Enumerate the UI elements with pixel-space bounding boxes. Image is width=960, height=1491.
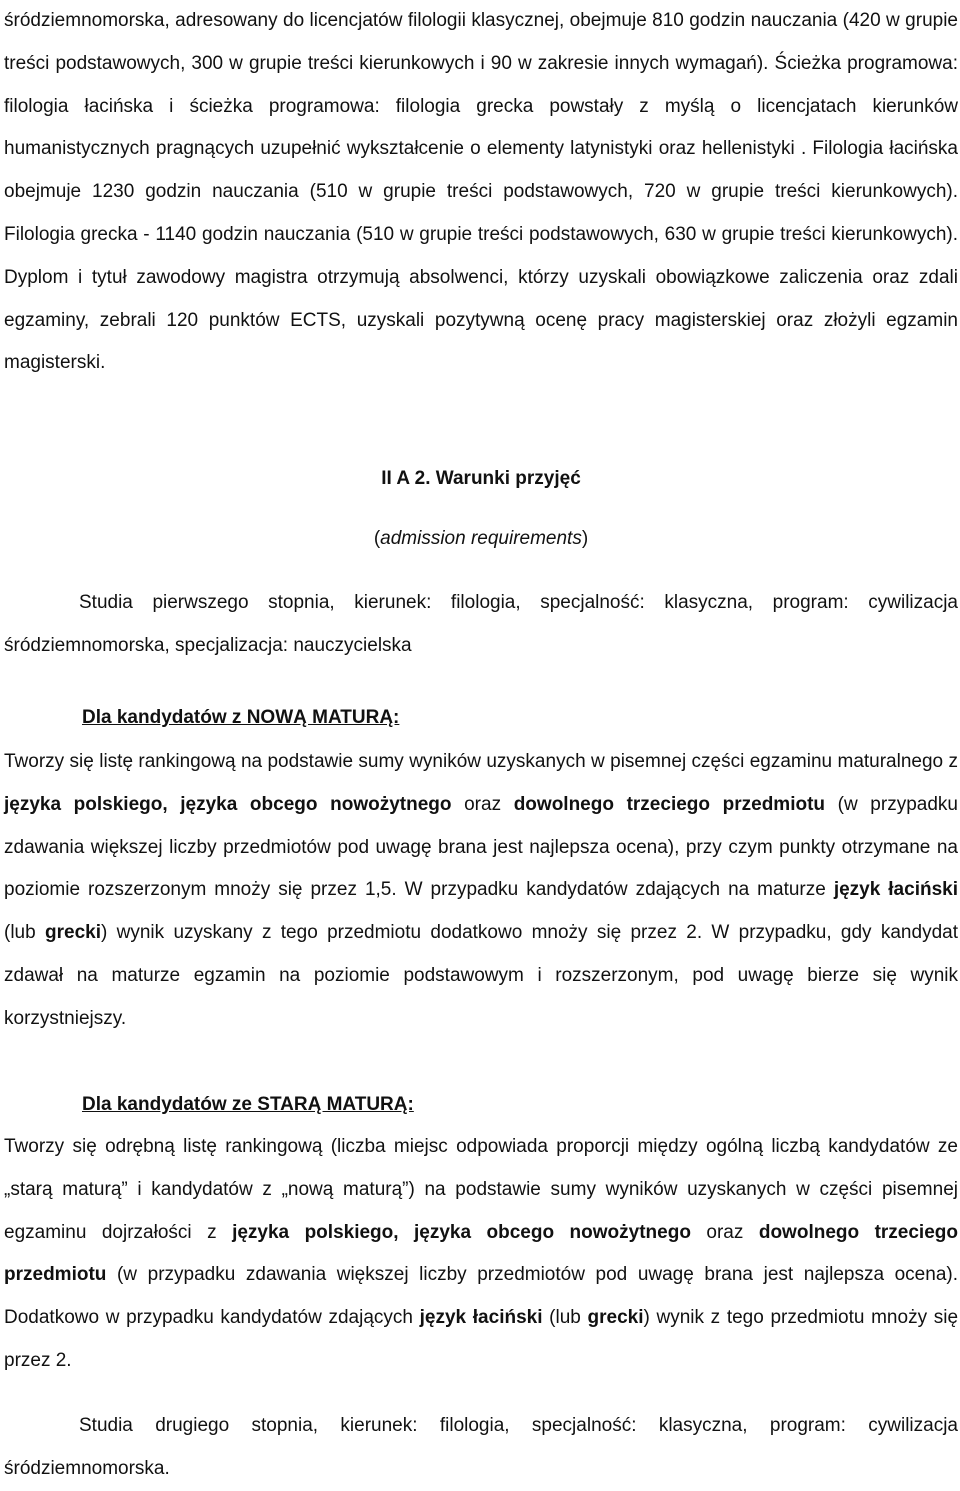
section-number: II A 2. xyxy=(381,468,431,489)
paragraph-first-degree-studies: Studia pierwszego stopnia, kierunek: filologia, specjalność: klasyczna, program: cywilizacja śródziemnomorska, specjalizacja: nauczycielska xyxy=(4,592,958,656)
paragraph-old-matura: Tworzy się odrębną listę rankingową (liczba miejsc odpowiada proporcji między ogólną liczbą kandydatów ze „starą maturą” i kandydatów z „nową maturą”) na podstawie sumy wyników uzyskanych w części pisemnej egzaminu dojrzałości z języka polskiego, języka obcego nowożytnego oraz dowolnego trzeciego przedmiotu (w przypadku zdawania większej liczby przedmiotów pod uwagę brana jest najlepsza ocena). Dodatkowo w przypadku kandydatów zdających język łaciński (lub grecki) wynik z tego przedmiotu mnoży się przez 2. xyxy=(4,1136,959,1371)
section-subtitle: (admission requirements) xyxy=(373,528,589,549)
new-matura-heading: Dla kandydatów z NOWĄ MATURĄ: xyxy=(82,707,400,728)
paragraph-second-degree-studies: Studia drugiego stopnia, kierunek: filologia, specjalność: klasyczna, program: cywilizacja śródziemnomorska. xyxy=(4,1415,958,1479)
paragraph-new-matura: Tworzy się listę rankingową na podstawie sumy wyników uzyskanych w pisemnej części egzaminu maturalnego z języka polskiego, języka obcego nowożytnego oraz dowolnego trzeciego przedmiotu (w przypadku zdawania większej liczby przedmiotów pod uwagę brana jest najlepsza ocena), przy czym punkty otrzymane na poziomie rozszerzonym mnoży się przez 1,5. W przypadku kandydatów zdających na maturze język łaciński (lub grecki) wynik uzyskany z tego przedmiotu dodatkowo mnoży się przez 2. W przypadku, gdy kandydat zdawał na maturze egzamin na poziomie podstawowym i rozszerzonym, pod uwagę bierze się wynik korzystniejszy. xyxy=(4,751,958,1029)
paragraph-program-description: śródziemnomorska, adresowany do licencjatów filologii klasycznej, obejmuje 810 godzin nauczania (420 w grupie treści podstawowych, 300 w grupie treści kierunkowych i 90 w zakresie innych wymagań). Ścieżka programowa: filologia łacińska i ścieżka programowa: filologia grecka powstały z myślą o licencjatach kierunków humanistycznych pragnących uzupełnić wykształcenie o elementy latynistyki oraz hellenistyki . Filologia łacińska obejmuje 1230 godzin nauczania (510 w grupie treści podstawowych, 720 w grupie treści kierunkowych). Filologia grecka - 1140 godzin nauczania (510 w grupie treści podstawowych, 630 w grupie treści kierunkowych). Dyplom i tytuł zawodowy magistra otrzymują absolwenci, którzy uzyskali obowiązkowe zaliczenia oraz zdali egzaminy, zebrali 120 punktów ECTS, uzyskali pozytywną ocenę pracy magisterskiej oraz złożyli egzamin magisterski. xyxy=(4,10,958,374)
section-title: Warunki przyjęć xyxy=(435,468,581,489)
old-matura-heading: Dla kandydatów ze STARĄ MATURĄ: xyxy=(82,1094,414,1115)
section-heading xyxy=(4,458,958,501)
section-subtitle-text: admission requirements xyxy=(380,528,582,549)
